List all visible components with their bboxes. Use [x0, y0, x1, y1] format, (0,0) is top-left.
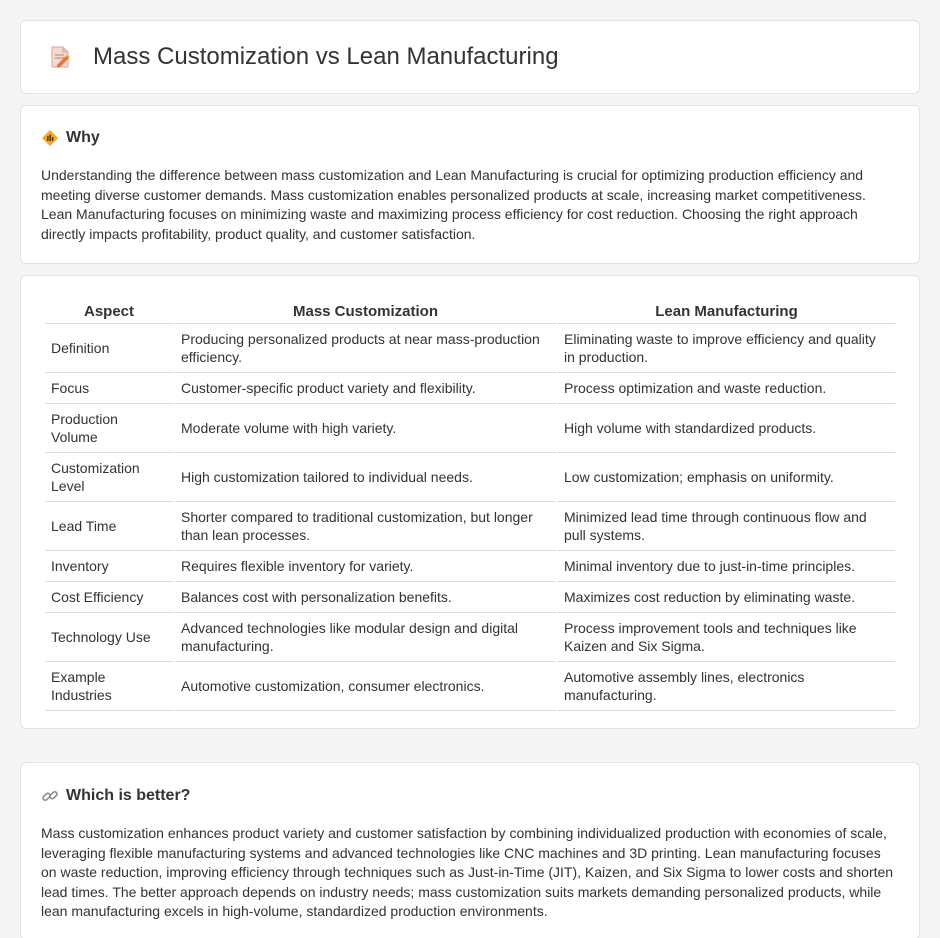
- header-mass-customization: Mass Customization: [175, 296, 556, 324]
- cell-aspect: Example Industries: [45, 662, 173, 711]
- cell-mass-customization: Balances cost with personalization benefits.: [175, 582, 556, 613]
- cell-mass-customization: Shorter compared to traditional customization, but longer than lean processes.: [175, 502, 556, 551]
- cell-aspect: Lead Time: [45, 502, 173, 551]
- document-pencil-icon: [47, 44, 73, 70]
- cell-aspect: Technology Use: [45, 613, 173, 662]
- table-header-row: [45, 296, 895, 324]
- link-icon: [41, 787, 59, 805]
- diamond-signal-icon: [41, 129, 59, 147]
- cell-lean-manufacturing: Minimal inventory due to just-in-time principles.: [558, 551, 895, 582]
- cell-lean-manufacturing: Process improvement tools and techniques like Kaizen and Six Sigma.: [558, 613, 895, 662]
- better-title: Which is better?: [66, 787, 191, 804]
- which-is-better-section: [20, 762, 920, 938]
- better-header: [41, 786, 899, 806]
- cell-aspect: Customization Level: [45, 453, 173, 502]
- comparison-table: [43, 296, 897, 711]
- header-lean-manufacturing: Lean Manufacturing: [558, 296, 895, 324]
- header-card: [20, 20, 920, 94]
- cell-aspect: Production Volume: [45, 404, 173, 453]
- table-row: [45, 662, 895, 711]
- better-text: Mass customization enhances product variety and customer satisfaction by combining individualized production with economies of scale, leveraging flexible manufacturing systems and advanced technologies like CNC machines and 3D printing. Lean manufacturing focuses on waste reduction, improving efficiency through techniques such as Just-in-Time (JIT), Kaizen, and Six Sigma to lower costs and shorten lead times. The better approach depends on industry needs; mass customization suits markets demanding personalized products, while lean manufacturing excels in high-volume, standardized production environments.: [41, 825, 894, 919]
- cell-aspect: Definition: [45, 324, 173, 373]
- cell-mass-customization: Requires flexible inventory for variety.: [175, 551, 556, 582]
- why-title: Why: [66, 129, 100, 146]
- table-row: [45, 453, 895, 502]
- cell-lean-manufacturing: Process optimization and waste reduction.: [558, 373, 895, 404]
- table-row: [45, 582, 895, 613]
- cell-aspect: Inventory: [45, 551, 173, 582]
- table-row: [45, 551, 895, 582]
- table-row: [45, 613, 895, 662]
- cell-lean-manufacturing: Minimized lead time through continuous flow and pull systems.: [558, 502, 895, 551]
- cell-mass-customization: Producing personalized products at near mass-production efficiency.: [175, 324, 556, 373]
- cell-lean-manufacturing: Low customization; emphasis on uniformity.: [558, 453, 895, 502]
- cell-aspect: Cost Efficiency: [45, 582, 173, 613]
- why-header: [41, 128, 899, 148]
- header-aspect: Aspect: [45, 296, 173, 324]
- page-title: Mass Customization vs Lean Manufacturing: [93, 43, 559, 70]
- comparison-table-card: [20, 275, 920, 729]
- cell-lean-manufacturing: Eliminating waste to improve efficiency and quality in production.: [558, 324, 895, 373]
- cell-mass-customization: Customer-specific product variety and flexibility.: [175, 373, 556, 404]
- why-section: [20, 105, 920, 264]
- cell-lean-manufacturing: Automotive assembly lines, electronics manufacturing.: [558, 662, 895, 711]
- cell-mass-customization: Moderate volume with high variety.: [175, 404, 556, 453]
- cell-lean-manufacturing: High volume with standardized products.: [558, 404, 895, 453]
- cell-mass-customization: Advanced technologies like modular design and digital manufacturing.: [175, 613, 556, 662]
- table-row: [45, 324, 895, 373]
- table-row: [45, 502, 895, 551]
- why-text: Understanding the difference between mass customization and Lean Manufacturing is crucial for optimizing production efficiency and meeting diverse customer demands. Mass customization enables personalized products at scale, increasing market competitiveness. Lean Manufacturing focuses on minimizing waste and maximizing process efficiency for cost reduction. Choosing the right approach directly impacts profitability, product quality, and customer satisfaction.: [41, 167, 866, 242]
- table-row: [45, 373, 895, 404]
- cell-mass-customization: High customization tailored to individual needs.: [175, 453, 556, 502]
- table-row: [45, 404, 895, 453]
- cell-aspect: Focus: [45, 373, 173, 404]
- cell-lean-manufacturing: Maximizes cost reduction by eliminating waste.: [558, 582, 895, 613]
- cell-mass-customization: Automotive customization, consumer electronics.: [175, 662, 556, 711]
